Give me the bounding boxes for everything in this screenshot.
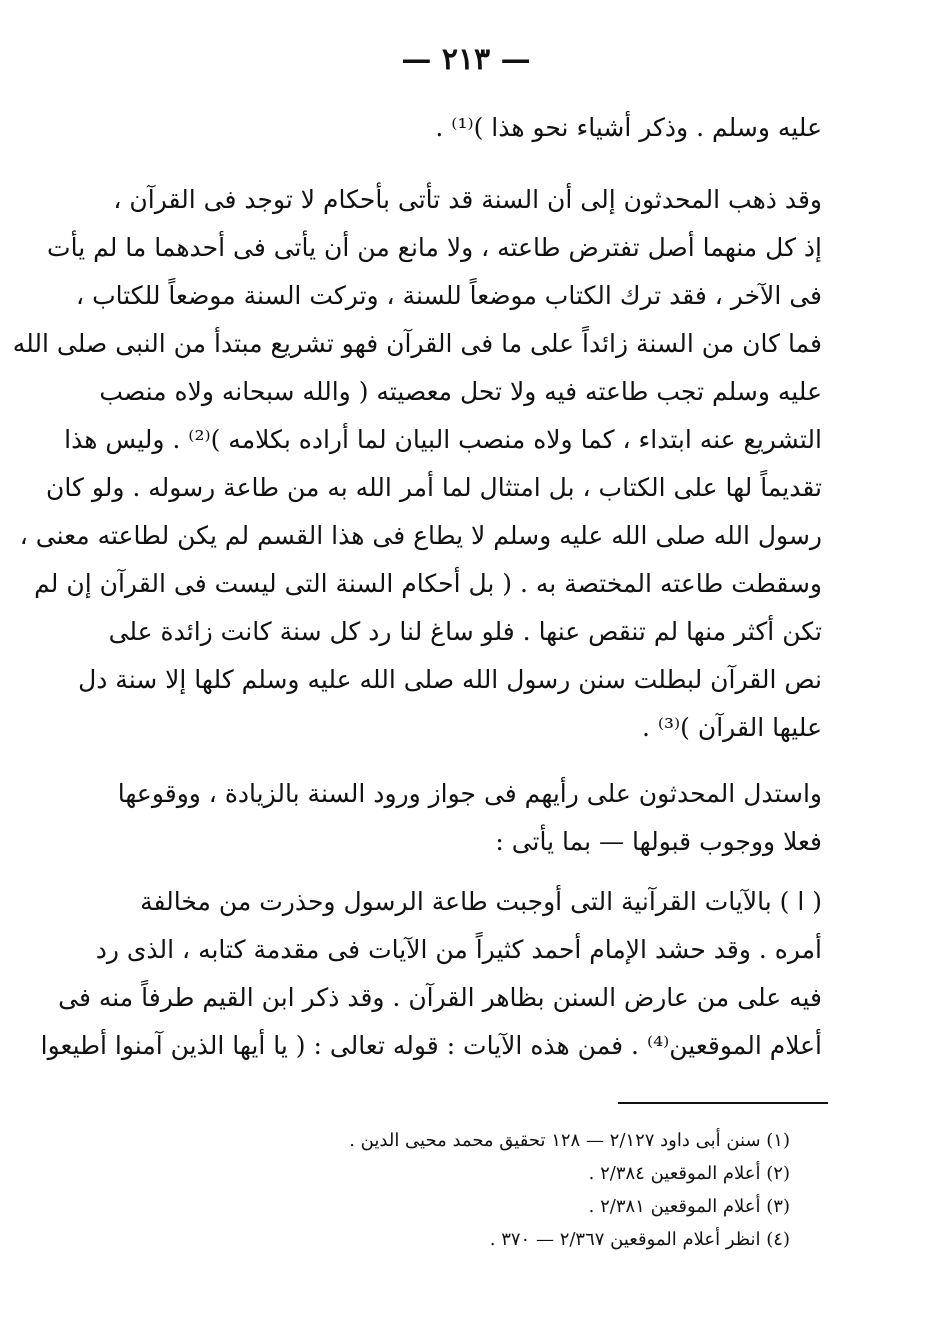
text-line: أمره . وقد حشد الإمام أحمد كثيراً من الآيات فى مقدمة كتابه ، الذى رد <box>95 935 822 964</box>
text-line: فعلا ووجوب قبولها — بما يأتى : <box>495 827 822 856</box>
footnote-separator <box>618 1102 828 1104</box>
text-line: أعلام الموقعين⁽⁴⁾ . فمن هذه الآيات : قوله تعالى : ( يا أيها الذين آمنوا أطيعوا <box>40 1031 822 1060</box>
text-line: عليه وسلم . وذكر أشياء نحو هذا )⁽¹⁾ . <box>435 113 822 142</box>
footnote-1: (١) سنن أبى داود ٢/١٢٧ — ١٢٨ تحقيق محمد محيى الدين . <box>349 1130 790 1151</box>
text-line: تكن أكثر منها لم تنقص عنها . فلو ساغ لنا رد كل سنة كانت زائدة على <box>108 617 822 646</box>
text-line: إذ كل منهما أصل تفترض طاعته ، ولا مانع من أن يأتى فى أحدهما ما لم يأت <box>47 233 822 262</box>
paragraph-evidence-intro <box>117 770 822 866</box>
text-line: عليها القرآن )⁽³⁾ . <box>641 713 822 742</box>
footnote-3: (٣) أعلام الموقعين ٢/٣٨١ . <box>588 1196 790 1217</box>
footnotes <box>150 1124 822 1256</box>
text-line: فى الآخر ، فقد ترك الكتاب موضعاً للسنة ، وتركت السنة موضعاً للكتاب ، <box>76 281 822 310</box>
text-line: واستدل المحدثون على رأيهم فى جواز ورود السنة بالزيادة ، ووقوعها <box>117 779 822 808</box>
page-number: — ٢١٣ — <box>401 42 531 77</box>
text-line: نص القرآن لبطلت سنن رسول الله صلى الله عليه وسلم كلها إلا سنة دل <box>78 665 822 694</box>
text-line: فيه على من عارض السنن بظاهر القرآن . وقد ذكر ابن القيم طرفاً منه فى <box>58 983 822 1012</box>
text-line: وسقطت طاعته المختصة به . ( بل أحكام السنة التى ليست فى القرآن إن لم <box>34 569 822 598</box>
text-line: رسول الله صلى الله عليه وسلم لا يطاع فى هذا القسم لم يكن لطاعته معنى ، <box>19 521 822 550</box>
paragraph-main <box>12 176 822 752</box>
text-line: فما كان من السنة زائداً على ما فى القرآن فهو تشريع مبتدأ من النبى صلى الله <box>12 329 822 358</box>
text-line: تقديماً لها على الكتاب ، بل امتثال لما أمر الله به من طاعة رسوله . ولو كان <box>46 473 822 502</box>
footnote-2: (٢) أعلام الموقعين ٢/٣٨٤ . <box>588 1163 790 1184</box>
text-line: ( ا ) بالآيات القرآنية التى أوجبت طاعة الرسول وحذرت من مخالفة <box>140 887 822 916</box>
paragraph-evidence-a <box>40 878 822 1070</box>
text-line: التشريع عنه ابتداء ، كما ولاه منصب البيان لما أراده بكلامه )⁽²⁾ . وليس هذا <box>64 425 822 454</box>
text-line: وقد ذهب المحدثون إلى أن السنة قد تأتى بأحكام لا توجد فى القرآن ، <box>113 185 822 214</box>
paragraph-continuation <box>150 104 822 152</box>
footnote-4: (٤) انظر أعلام الموقعين ٢/٣٦٧ — ٣٧٠ . <box>489 1229 790 1250</box>
text-line: عليه وسلم تجب طاعته فيه ولا تحل معصيته ( والله سبحانه ولاه منصب <box>99 377 822 406</box>
